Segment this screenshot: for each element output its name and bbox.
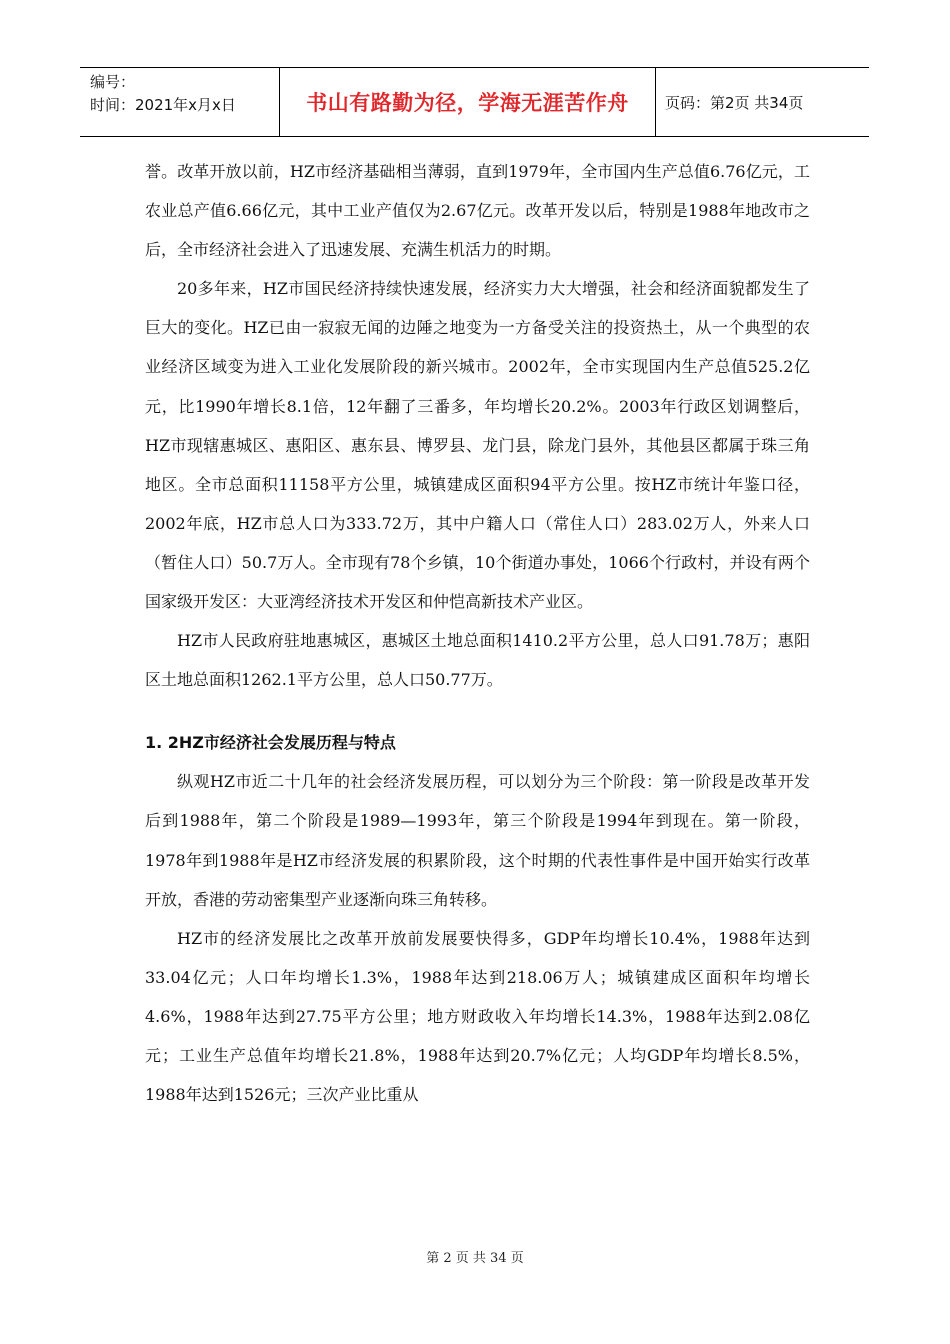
header-page-info: 页码：第2页 共34页 bbox=[665, 93, 804, 112]
document-number-label: 编号： bbox=[90, 73, 136, 91]
paragraph-4: 纵观HZ市近二十几年的社会经济发展历程，可以划分为三个阶段：第一阶段是改革开发后到1988年，第二个阶段是1989—1993年，第三个阶段是1994年到现在。第一阶段，1978年到1988年是HZ市经济发展的积累阶段，这个时期的代表性事件是中国开始实行改革开放，香港的劳动密集型产业逐渐向珠三角转移。 bbox=[145, 772, 810, 909]
document-body bbox=[145, 152, 810, 1114]
page-footer: 第 2 页 共 34 页 bbox=[426, 1251, 524, 1266]
paragraph-1: 誉。改革开放以前，HZ市经济基础相当薄弱，直到1979年，全市国内生产总值6.76亿元，工农业总产值6.66亿元，其中工业产值仅为2.67亿元。改革开发以后，特别是1988年地改市之后，全市经济社会进入了迅速发展、充满生机活力的时期。 bbox=[145, 162, 810, 260]
paragraph-2: 20多年来，HZ市国民经济持续快速发展，经济实力大大增强，社会和经济面貌都发生了巨大的变化。HZ已由一寂寂无闻的边陲之地变为一方备受关注的投资热土，从一个典型的农业经济区域变为进入工业化发展阶段的新兴城市。2002年，全市实现国内生产总值525.2亿元，比1990年增长8.1倍，12年翻了三番多，年均增长20.2%。2003年行政区划调整后，HZ市现辖惠城区、惠阳区、惠东县、博罗县、龙门县，除龙门县外，其他县区都属于珠三角地区。全市总面积11158平方公里，城镇建成区面积94平方公里。按HZ市统计年鉴口径，2002年底，HZ市总人口为333.72万，其中户籍人口（常住人口）283.02万人，外来人口（暂住人口）50.7万人。全市现有78个乡镇，10个街道办事处，1066个行政村，并设有两个国家级开发区：大亚湾经济技术开发区和仲恺高新技术产业区。 bbox=[145, 279, 810, 612]
header-motto: 书山有路勤为径，学海无涯苦作舟 bbox=[280, 68, 656, 136]
paragraph-3: HZ市人民政府驻地惠城区，惠城区土地总面积1410.2平方公里，总人口91.78万；惠阳区土地总面积1262.1平方公里，总人口50.77万。 bbox=[145, 631, 810, 690]
document-time-label: 时间：2021年x月x日 bbox=[90, 96, 236, 114]
paragraph-5: HZ市的经济发展比之改革开放前发展要快得多，GDP年均增长10.4%，1988年达到33.04亿元；人口年均增长1.3%，1988年达到218.06万人；城镇建成区面积年均增长4.6%，1988年达到27.75平方公里；地方财政收入年均增长14.3%，1988年达到2.08亿元；工业生产总值年均增长21.8%，1988年达到20.7%亿元；人均GDP年均增长8.5%，1988年达到1526元；三次产业比重从 bbox=[145, 928, 810, 1105]
header-meta bbox=[80, 68, 280, 136]
page-header bbox=[80, 67, 869, 137]
section-heading: 1. 2HZ市经济社会发展历程与特点 bbox=[145, 733, 396, 753]
